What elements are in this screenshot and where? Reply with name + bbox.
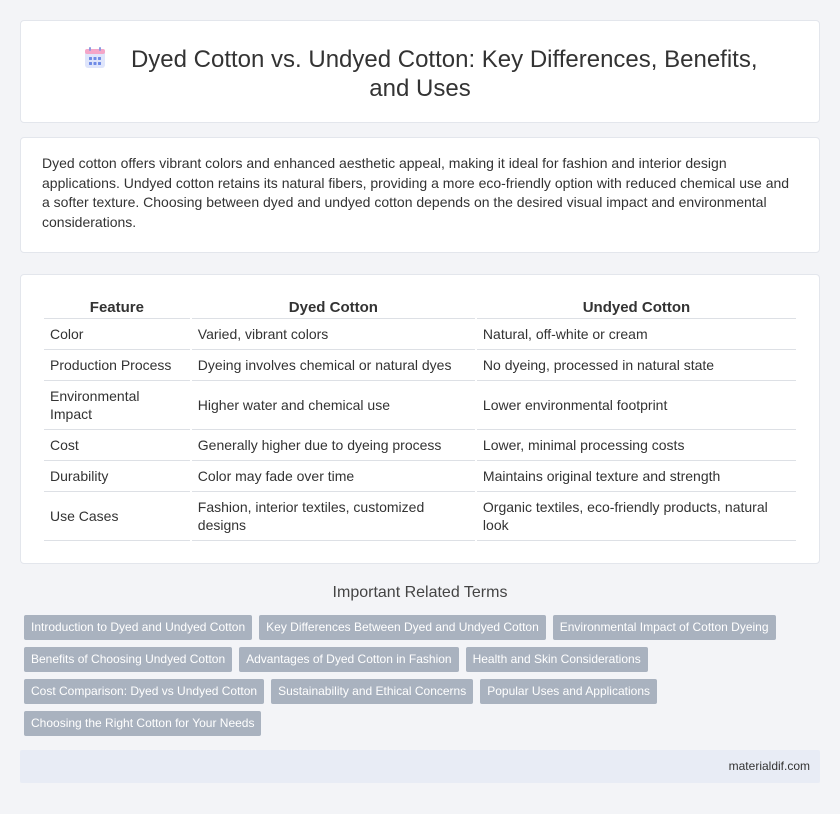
feature-cell: Durability bbox=[44, 461, 190, 492]
dyed-cell: Dyeing involves chemical or natural dyes bbox=[192, 350, 475, 381]
undyed-cell: Organic textiles, eco-friendly products, natural look bbox=[477, 492, 796, 541]
footer-site-link[interactable]: materialdif.com bbox=[728, 759, 810, 773]
related-tag[interactable]: Advantages of Dyed Cotton in Fashion bbox=[239, 647, 458, 672]
calendar-icon bbox=[83, 46, 107, 70]
feature-cell: Use Cases bbox=[44, 492, 190, 541]
dyed-cell: Varied, vibrant colors bbox=[192, 319, 475, 350]
related-tag[interactable]: Choosing the Right Cotton for Your Needs bbox=[24, 711, 261, 736]
table-header-row bbox=[44, 295, 796, 319]
related-tag[interactable]: Benefits of Choosing Undyed Cotton bbox=[24, 647, 232, 672]
table-row bbox=[44, 381, 796, 430]
tag-row bbox=[24, 647, 824, 679]
title-card bbox=[20, 20, 820, 123]
related-tag[interactable]: Health and Skin Considerations bbox=[466, 647, 648, 672]
undyed-cell: Lower, minimal processing costs bbox=[477, 430, 796, 461]
dyed-cell: Generally higher due to dyeing process bbox=[192, 430, 475, 461]
undyed-cell: Maintains original texture and strength bbox=[477, 461, 796, 492]
related-terms-title: Important Related Terms bbox=[332, 584, 508, 601]
table-row bbox=[44, 430, 796, 461]
header-feature: Feature bbox=[44, 295, 190, 319]
related-tag[interactable]: Environmental Impact of Cotton Dyeing bbox=[553, 615, 776, 640]
related-tag[interactable]: Popular Uses and Applications bbox=[480, 679, 657, 704]
footer bbox=[20, 750, 820, 783]
feature-cell: Production Process bbox=[44, 350, 190, 381]
dyed-cell: Color may fade over time bbox=[192, 461, 475, 492]
table-row bbox=[44, 492, 796, 541]
related-tags bbox=[24, 615, 824, 743]
undyed-cell: Natural, off-white or cream bbox=[477, 319, 796, 350]
tag-row bbox=[24, 615, 824, 647]
page-title: Dyed Cotton vs. Undyed Cotton: Key Differences, Benefits, and Uses bbox=[130, 46, 758, 102]
table-row bbox=[44, 319, 796, 350]
tag-row bbox=[24, 711, 824, 743]
related-tag[interactable]: Cost Comparison: Dyed vs Undyed Cotton bbox=[24, 679, 264, 704]
intro-card bbox=[20, 137, 820, 253]
dyed-cell: Higher water and chemical use bbox=[192, 381, 475, 430]
feature-cell: Environmental Impact bbox=[44, 381, 190, 430]
intro-text: Dyed cotton offers vibrant colors and enhanced aesthetic appeal, making it ideal for fashion and interior design applications. Undyed cotton retains its natural fibers, providing a more eco-friendly option with reduced chemical use and a softer texture. Choosing between dyed and undyed cotton depends on the desired visual impact and environmental considerations. bbox=[42, 155, 790, 230]
comparison-card bbox=[20, 274, 820, 564]
comparison-table bbox=[42, 295, 798, 541]
table-row bbox=[44, 350, 796, 381]
undyed-cell: Lower environmental footprint bbox=[477, 381, 796, 430]
dyed-cell: Fashion, interior textiles, customized designs bbox=[192, 492, 475, 541]
header-undyed-cotton: Undyed Cotton bbox=[477, 295, 796, 319]
tag-row bbox=[24, 679, 824, 711]
title-wrap bbox=[21, 45, 819, 103]
feature-cell: Color bbox=[44, 319, 190, 350]
related-tag[interactable]: Introduction to Dyed and Undyed Cotton bbox=[24, 615, 252, 640]
related-tag[interactable]: Key Differences Between Dyed and Undyed Cotton bbox=[259, 615, 546, 640]
related-tag[interactable]: Sustainability and Ethical Concerns bbox=[271, 679, 473, 704]
table-row bbox=[44, 461, 796, 492]
undyed-cell: No dyeing, processed in natural state bbox=[477, 350, 796, 381]
feature-cell: Cost bbox=[44, 430, 190, 461]
header-dyed-cotton: Dyed Cotton bbox=[192, 295, 475, 319]
